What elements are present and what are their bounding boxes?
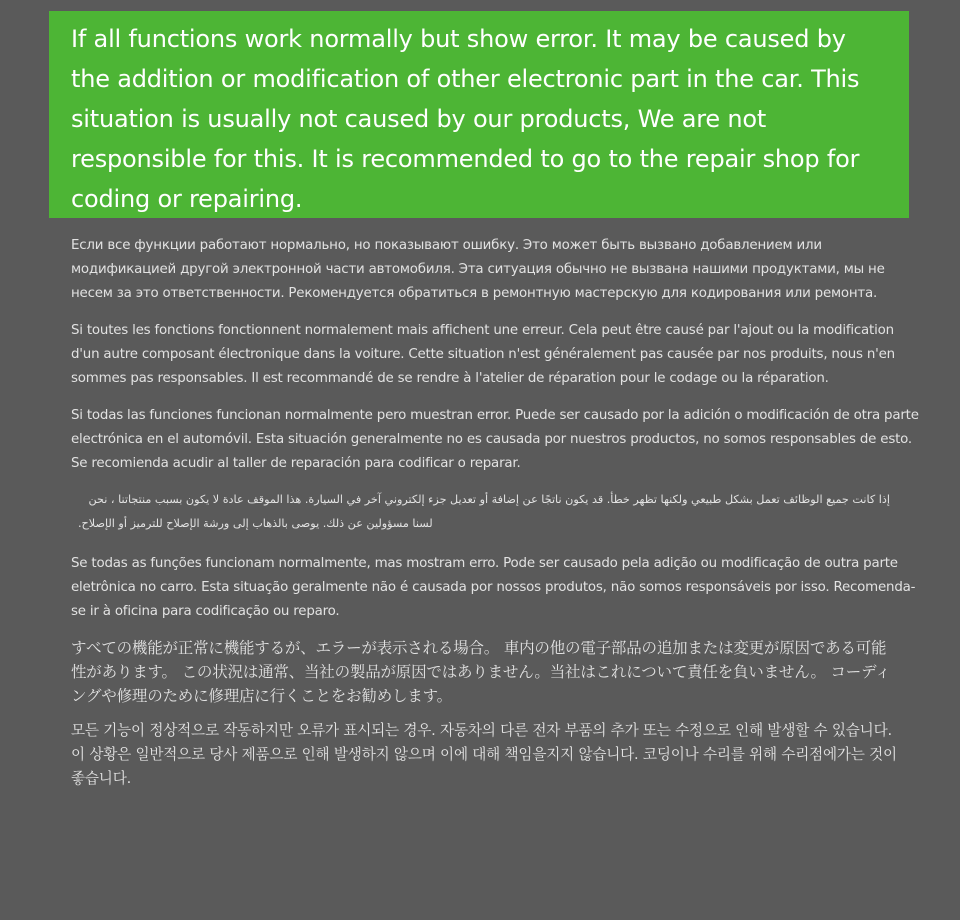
spanish-notice-text: Si todas las funciones funcionan normalmente pero muestran error. Puede ser causado por la adición o modificación de otra parte electrónica en el automóvil. Esta situación generalmente no es causada por nuestros productos, no somos responsables de esto. Se recomienda acudir al taller de reparación para codificar o reparar. bbox=[71, 408, 919, 471]
russian-notice-text: Если все функции работают нормально, но показывают ошибку. Это может быть вызвано добавлением или модификацией другой электронной части автомобиля. Эта ситуация обычно не вызвана нашими продуктами, мы не несем за это ответственности. Рекомендуется обратиться в ремонтную мастерскую для кодирования или ремонта. bbox=[71, 238, 885, 301]
english-notice-text: If all functions work normally but show error. It may be caused by the addition or modification of other electronic part in the car. This situation is usually not caused by our products, We are not responsible for this. It is recommended to go to the repair shop for coding or repairing. bbox=[71, 25, 860, 213]
french-notice-text: Si toutes les fonctions fonctionnent normalement mais affichent une erreur. Cela peut être causé par l'ajout ou la modification d'un autre composant électronique dans la voiture. Cette situation n'est généralement pas causée par nos produits, nous n'en sommes pas responsables. Il est recommandé de se rendre à l'atelier de réparation pour le codage ou la réparation. bbox=[71, 323, 895, 386]
korean-notice-text: 모든 기능이 정상적으로 작동하지만 오류가 표시되는 경우. 자동차의 다른 전자 부품의 추가 또는 수정으로 인해 발생할 수 있습니다. 이 상황은 일반적으로 당사 제품으로 인해 발생하지 않으며 이에 대해 책임을지지 않습니다. 코딩이나 수리를 위해 수리점에가는 것이 좋습니다. bbox=[71, 722, 897, 787]
portuguese-notice-text: Se todas as funções funcionam normalmente, mas mostram erro. Pode ser causado pela adição ou modificação de outra parte eletrônica no carro. Esta situação geralmente não é causada por nossos produtos, não somos responsáveis por isso. Recomenda-se ir à oficina para codificação ou reparo. bbox=[71, 556, 916, 619]
english-notice-banner bbox=[49, 11, 909, 218]
japanese-notice-text: すべての機能が正常に機能するが、エラーが表示される場合。 車内の他の電子部品の追加または変更が原因である可能性があります。 この状況は通常、当社の製品が原因ではありません。当社はこれについて責任を負いません。 コーディングや修理のために修理店に行くことをお勧めします。 bbox=[71, 639, 891, 705]
arabic-notice-text: إذا كانت جميع الوظائف تعمل بشكل طبيعي ولكنها تظهر خطأ. قد يكون ناتجًا عن إضافة أو تعديل جزء إلكتروني آخر في السيارة. هذا الموقف عادة لا يكون بسبب منتجاتنا ، نحن لسنا مسؤولين عن ذلك. يوصى بالذهاب إلى ورشة الإصلاح للترميز أو الإصلاح. bbox=[78, 493, 890, 530]
